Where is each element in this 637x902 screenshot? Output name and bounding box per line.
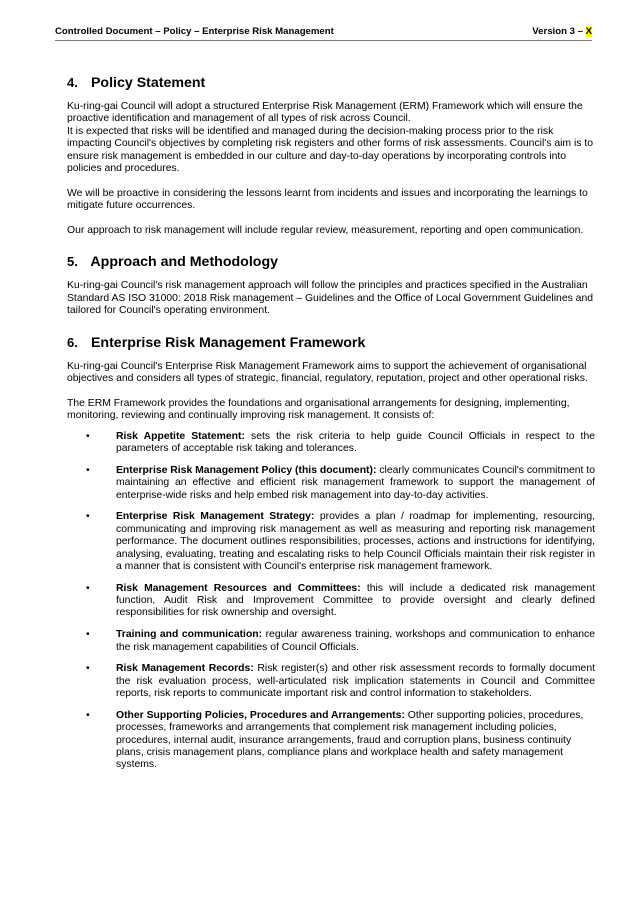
bullet-icon: • — [86, 582, 90, 594]
paragraph: Our approach to risk management will include regular review, measurement, reporting and open communication. — [67, 225, 584, 237]
list-item — [67, 431, 595, 456]
paragraph: Ku-ring-gai Council's risk management approach will follow the principles and practices specified in the Australian Standard AS ISO 31000: 2018 Risk management – Guidelines and the Office of Local Government Guidelines and tailored for Council's operating environment. — [67, 280, 594, 317]
section-number: 4. — [67, 75, 78, 90]
bullet-icon: • — [86, 709, 90, 721]
framework-components-list — [67, 431, 595, 772]
list-item-text: Other supporting policies, procedures, processes, frameworks and arrangements that complement risk management including policies, procedures, internal audit, insurance arrangements, fraud and corruption plans, business continuity plans, crisis management plans, compliance plans and workplace health and safety management systems. — [116, 709, 584, 771]
section-heading — [67, 334, 595, 352]
bullet-icon: • — [86, 430, 90, 442]
list-item — [67, 583, 595, 620]
list-item-text: provides a plan / roadmap for implementing, resourcing, communicating and improving risk management as well as measuring and reporting risk management performance. The document outlines responsibilities, processes, actions and instructions for identifying, analysing, evaluating, treating and escalating risks to help Council Officials maintain their risk register in a manner that is consistent with Council's enterprise risk management framework. — [116, 511, 595, 572]
document-title: Controlled Document – Policy – Enterprise Risk Management — [55, 26, 334, 37]
section-erm-framework — [67, 334, 595, 772]
list-item — [67, 710, 595, 772]
section-title: Enterprise Risk Management Framework — [90, 334, 366, 351]
bullet-icon: • — [86, 663, 90, 675]
list-item-text: this will include a dedicated risk management function, Audit Risk and Improvement Committee to provide oversight and clearly defined responsibilities for risk ownership and oversight. — [116, 582, 596, 619]
document-body — [67, 74, 595, 781]
list-item-text: sets the risk criteria to help guide Council Officials in respect to the parameters of acceptable risk taking and tolerances. — [116, 430, 596, 455]
list-item-text: Risk register(s) and other risk assessment records to formally document the risk evaluation process, well-articulated risk implication statements in Council and Committee reports, risk reports to communicate important risk and control information to stakeholders. — [116, 663, 595, 700]
version-prefix: Version 3 – — [532, 26, 586, 37]
list-item-term: Risk Management Records: — [116, 663, 254, 675]
page-header — [55, 24, 592, 41]
section-heading — [67, 253, 595, 271]
list-item-text: clearly communicates Council's commitment to maintaining an effective and efficient risk management framework to support the management of enterprise-wide risks and help embed risk management into day-to-day activities. — [116, 464, 595, 501]
bullet-icon: • — [86, 629, 90, 641]
paragraph: Ku-ring-gai Council's Enterprise Risk Management Framework aims to support the achievement of organisational objectives and considers all types of strategic, financial, regulatory, reputation, project and other operational risks. — [67, 360, 588, 385]
list-item — [67, 465, 595, 502]
section-policy-statement — [67, 74, 595, 237]
list-item-term: Enterprise Risk Management Strategy: — [116, 511, 315, 523]
paragraph: It is expected that risks will be identified and managed during the decision-making process prior to the risk impacting Council's objectives by completing risk registers and other forms of risk assessments. Council's aim is to ensure risk management is embedded in our culture and day-to-day operations by incorporating controls into policies and procedures. — [67, 125, 594, 175]
list-item — [67, 511, 595, 573]
version-label — [532, 26, 592, 37]
section-number: 6. — [67, 334, 78, 350]
list-item-term: Enterprise Risk Management Policy (this document): — [116, 464, 377, 476]
list-item — [67, 663, 595, 700]
list-item-term: Risk Appetite Statement: — [116, 430, 245, 442]
version-highlight: X — [585, 26, 592, 37]
section-number: 5. — [67, 254, 78, 270]
section-heading — [67, 74, 595, 92]
paragraph: We will be proactive in considering the lessons learnt from incidents and issues and incorporating the learnings to mitigate future occurrences. — [67, 187, 588, 212]
paragraph: Ku-ring-gai Council will adopt a structured Enterprise Risk Management (ERM) Framework which will ensure the proactive identification and management of all types of risk across Council. — [67, 101, 583, 125]
list-item-text: regular awareness training, workshops and communication to enhance the risk management capabilities of Council Officials. — [116, 629, 595, 653]
bullet-icon: • — [86, 464, 90, 476]
section-title: Policy Statement — [90, 75, 206, 91]
list-item — [67, 629, 595, 654]
section-approach-methodology — [67, 253, 595, 317]
list-item-term: Other Supporting Policies, Procedures and Arrangements: — [116, 709, 405, 721]
bullet-icon: • — [86, 511, 90, 523]
section-title: Approach and Methodology — [90, 254, 279, 271]
paragraph: The ERM Framework provides the foundations and organisational arrangements for designing, implementing, monitoring, reviewing and continually improving risk management. It consists of: — [67, 397, 570, 422]
list-item-term: Risk Management Resources and Committees: — [116, 582, 361, 594]
list-item-term: Training and communication: — [116, 629, 263, 641]
